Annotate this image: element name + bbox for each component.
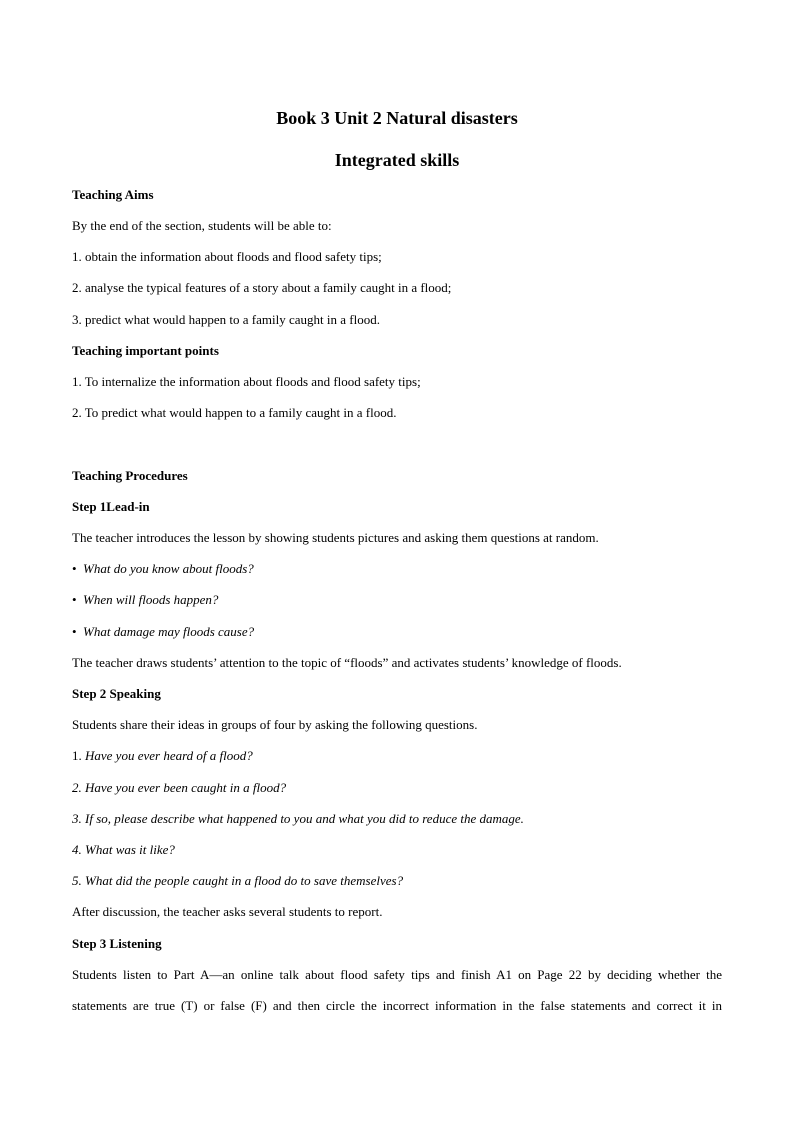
step1-heading: Step 1Lead-in bbox=[72, 499, 150, 514]
step2-outro: After discussion, the teacher asks several students to report. bbox=[72, 904, 383, 919]
bullet-text: What damage may floods cause? bbox=[83, 624, 255, 639]
step1-intro: The teacher introduces the lesson by showing students pictures and asking them questions at random. bbox=[72, 530, 599, 545]
bullet-text: What do you know about floods? bbox=[83, 561, 254, 576]
bullet-text: When will floods happen? bbox=[83, 592, 219, 607]
procedures-heading: Teaching Procedures bbox=[72, 468, 188, 483]
step2-question bbox=[72, 748, 253, 764]
important-points-heading: Teaching important points bbox=[72, 343, 219, 358]
step1-bullet-item bbox=[72, 624, 254, 640]
bullet-icon: • bbox=[72, 592, 77, 607]
teaching-aims-heading: Teaching Aims bbox=[72, 187, 154, 202]
step1-bullet-item bbox=[72, 592, 218, 608]
aims-item: 2. analyse the typical features of a story about a family caught in a flood; bbox=[72, 280, 452, 295]
step1-outro: The teacher draws students’ attention to the topic of “floods” and activates students’ knowledge of floods. bbox=[72, 655, 622, 670]
step3-paragraph-line: Students listen to Part A—an online talk about flood safety tips and finish A1 on Page 22 by deciding whether the bbox=[72, 967, 722, 982]
step2-heading: Step 2 Speaking bbox=[72, 686, 161, 701]
step2-intro: Students share their ideas in groups of four by asking the following questions. bbox=[72, 717, 478, 732]
aims-intro: By the end of the section, students will be able to: bbox=[72, 218, 332, 233]
step1-bullet-item bbox=[72, 561, 254, 577]
question-number: 1. bbox=[72, 748, 85, 763]
document-subtitle: Integrated skills bbox=[334, 150, 460, 170]
step2-question: 5. What did the people caught in a flood do to save themselves? bbox=[72, 873, 404, 888]
step3-paragraph-line: statements are true (T) or false (F) and then circle the incorrect information in the false statements and correct it in bbox=[72, 998, 722, 1013]
question-text: Have you ever heard of a flood? bbox=[85, 748, 253, 763]
bullet-icon: • bbox=[72, 561, 77, 576]
important-point-item: 1. To internalize the information about floods and flood safety tips; bbox=[72, 374, 421, 389]
aims-item: 1. obtain the information about floods and flood safety tips; bbox=[72, 249, 382, 264]
step2-question: 3. If so, please describe what happened to you and what you did to reduce the damage. bbox=[72, 811, 524, 826]
aims-item: 3. predict what would happen to a family caught in a flood. bbox=[72, 312, 380, 327]
step2-question: 2. Have you ever been caught in a flood? bbox=[72, 780, 287, 795]
step3-heading: Step 3 Listening bbox=[72, 936, 162, 951]
important-point-item: 2. To predict what would happen to a family caught in a flood. bbox=[72, 405, 397, 420]
document-title: Book 3 Unit 2 Natural disasters bbox=[276, 108, 518, 128]
step2-question: 4. What was it like? bbox=[72, 842, 175, 857]
bullet-icon: • bbox=[72, 624, 77, 639]
